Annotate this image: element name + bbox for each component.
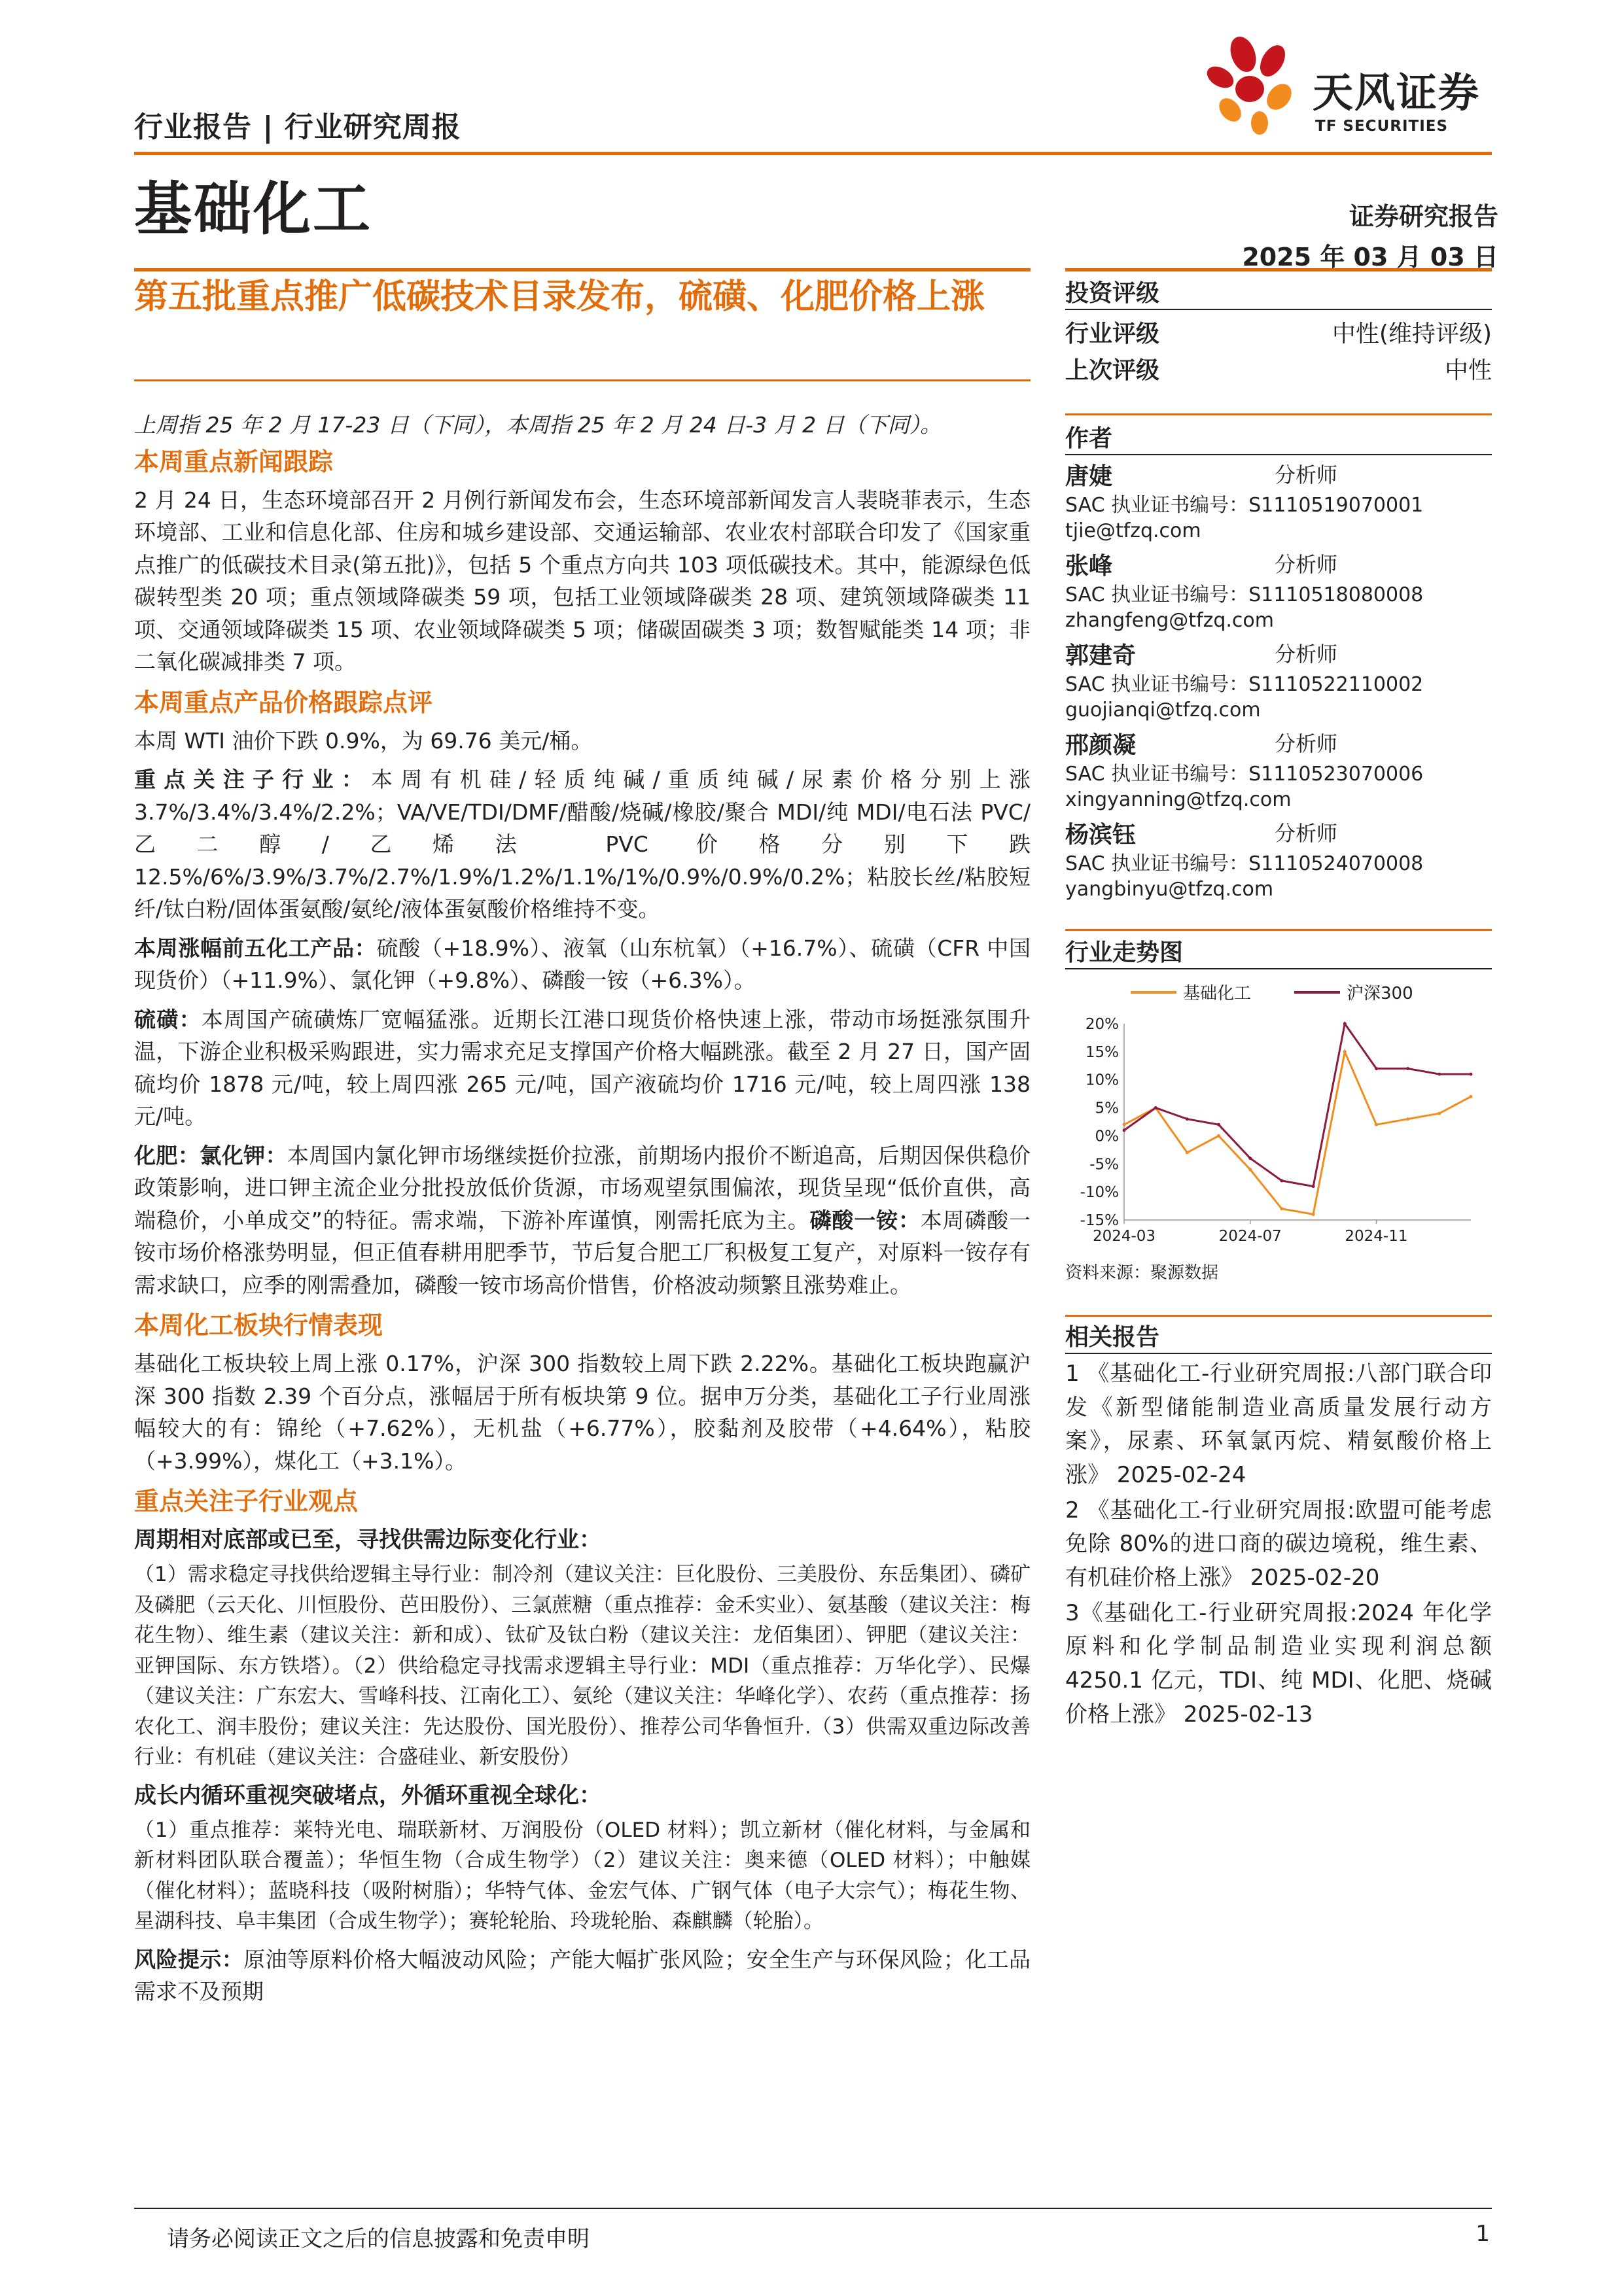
subsector-paragraph	[134, 763, 1031, 926]
previous-rating-label: 上次评级	[1065, 357, 1160, 384]
author-name: 唐婕	[1065, 463, 1113, 490]
view-subheading: 成长内循环重视突破堵点，外循环重视全球化：	[134, 1782, 601, 1809]
data-point	[1280, 1207, 1283, 1210]
trend-rule	[1065, 968, 1492, 969]
author-email[interactable]: guojianqi@tfzq.com	[1065, 699, 1261, 722]
author-entry	[1065, 640, 1492, 730]
related-rule	[1065, 1353, 1492, 1354]
data-point	[1406, 1117, 1409, 1121]
related-report-list	[1065, 1357, 1492, 1733]
data-point	[1248, 1168, 1252, 1171]
market-paragraph: 基础化工板块较上周上涨 0.17%，沪深 300 指数较上周下跌 2.22%。基础化工板块跑赢沪深 300 指数 2.39 个百分点，涨幅居于所有板块第 9 位。据申万分类，基础化工子行业周涨幅较大的有：锦纶（+7.62%），无机盐（+6.77%），胶黏剂及胶带（+4.64%），粘胶（+3.99%），煤化工（+3.1%）。	[134, 1351, 1031, 1474]
section-title-prices: 本周重点产品价格跟踪点评	[134, 687, 433, 717]
author-role: 分析师	[1275, 731, 1338, 756]
author-entry	[1065, 730, 1492, 820]
industry-trend-chart	[1065, 971, 1492, 1253]
legend-label: 基础化工	[1183, 984, 1252, 1003]
view-paragraph: （1）需求稳定寻找供给逻辑主导行业：制冷剂（建议关注：巨化股份、三美股份、东岳集团）、磷矿及磷肥（云天化、川恒股份、芭田股份）、三氯蔗糖（重点推荐：金禾实业）、氨基酸（建议关注：梅花生物）、维生素（建议关注：新和成）、钛矿及钛白粉（建议关注：龙佰集团）、钾肥（建议关注：亚钾国际、东方铁塔）。（2）供给稳定寻找需求逻辑主导行业：MDI（重点推荐：万华化学）、民爆（建议关注：广东宏大、雪峰科技、江南化工）、氨纶（建议关注：华峰化学）、农药（重点推荐：扬农化工、润丰股份；建议关注：先达股份、国光股份）、推荐公司华鲁恒升.（3）供需双重边际改善行业：有机硅（建议关注：合盛硅业、新安股份）	[134, 1563, 1031, 1769]
y-tick-label: 10%	[1085, 1071, 1119, 1089]
paragraph-lead: 重点关注子行业：	[134, 767, 371, 793]
series-line	[1124, 1052, 1471, 1215]
industry-rating-value: 中性(维持评级)	[1332, 321, 1492, 347]
headline-bottom-rule	[134, 379, 1031, 381]
trend-heading: 行业走势图	[1065, 939, 1184, 966]
data-point	[1375, 1067, 1378, 1070]
doc-type: 证券研究报告	[1349, 202, 1498, 231]
sidebar-top-rule	[1065, 268, 1492, 271]
data-point	[1438, 1073, 1441, 1076]
data-point	[1343, 1050, 1347, 1053]
related-report-item[interactable]: 2 《基础化工-行业研究周报:欧盟可能考虑免除 80%的进口商的碳边境税，维生素、有机硅价格上涨》 2025-02-20	[1065, 1497, 1492, 1592]
related-top-rule	[1065, 1315, 1492, 1317]
section-title-views: 重点关注子行业观点	[134, 1487, 359, 1516]
section-title-market: 本周化工板块行情表现	[134, 1311, 383, 1340]
trend-top-rule	[1065, 929, 1492, 931]
risk-paragraph	[134, 1943, 1031, 2008]
view-subheading: 周期相对底部或已至，寻找供需边际变化行业：	[134, 1527, 601, 1554]
footer-rule	[134, 2208, 1492, 2209]
rating-rule	[1065, 309, 1492, 310]
legend-label: 沪深300	[1347, 984, 1413, 1003]
main-content	[134, 409, 1031, 2015]
view-paragraph: （1）重点推荐：莱特光电、瑞联新材、万润股份（OLED 材料）；凯立新材（催化材料，与金属和新材料团队联合覆盖）；华恒生物（合成生物学）（2）建议关注：奥来德（OLED 材料）；中触媒（催化材料）；蓝晓科技（吸附树脂）；华特气体、金宏气体、广钢气体（电子大宗气）；梅花生物、星湖科技、阜丰集团（合成生物学）；赛轮轮胎、玲珑轮胎、森麒麟（轮胎）。	[134, 1818, 1031, 1934]
top5-paragraph	[134, 932, 1031, 997]
data-point	[1470, 1095, 1473, 1098]
y-tick-label: -15%	[1080, 1212, 1119, 1229]
chart-source: 资料来源：聚源数据	[1065, 1263, 1219, 1283]
author-list	[1065, 461, 1492, 909]
data-point	[1123, 1128, 1126, 1132]
paragraph-lead: 化肥：氯化钾：	[134, 1142, 287, 1168]
logo-text-en: TF SECURITIES	[1315, 118, 1449, 135]
paragraph-lead: 风险提示：	[134, 1946, 244, 1972]
x-tick-label: 2024-03	[1092, 1228, 1156, 1245]
related-report-item[interactable]: 1 《基础化工-行业研究周报:八部门联合印发《新型储能制造业高质量发展行动方案》，尿素、环氧氯丙烷、精氨酸价格上涨》 2025-02-24	[1065, 1361, 1492, 1489]
data-point	[1438, 1112, 1441, 1115]
paragraph-text: 本周国产硫磺炼厂宽幅猛涨。近期长江港口现货价格快速上涨，带动市场挺涨氛围升温，下游企业积极采购跟进，实力需求充足支撑国产价格大幅跳涨。截至 2 月 27 日，国产固硫均价 1878 元/吨，较上周四涨 265 元/吨，国产液硫均价 1716 元/吨，较上周四涨 138 元/吨。	[134, 1006, 1031, 1130]
breadcrumb: 行业报告 | 行业研究周报	[134, 111, 461, 144]
headline-rule	[134, 268, 1031, 271]
author-role: 分析师	[1275, 821, 1338, 846]
logo-mark-icon	[1197, 31, 1309, 143]
data-point	[1343, 1022, 1347, 1026]
paragraph-text: 本周磷酸一铵市场价格涨势明显，但正值春耕用肥季节，节后复合肥工厂积极复工复产，对原料一铵存有需求缺口，应季的刚需叠加，磷酸一铵市场高价惜售，价格波动频繁且涨势难止。	[134, 1207, 1031, 1298]
rating-heading: 投资评级	[1065, 280, 1160, 307]
author-email[interactable]: yangbinyu@tfzq.com	[1065, 878, 1274, 901]
y-tick-label: 5%	[1095, 1100, 1119, 1117]
paragraph-lead: 硫磺：	[134, 1006, 202, 1032]
previous-rating-value: 中性	[1444, 357, 1492, 384]
author-cert: SAC 执业证书编号：S1110518080008	[1065, 583, 1424, 606]
authors-heading: 作者	[1065, 425, 1113, 452]
page-title: 基础化工	[134, 175, 373, 243]
paragraph-lead: 本周涨幅前五化工产品：	[134, 935, 377, 961]
x-tick-label: 2024-07	[1218, 1228, 1282, 1245]
series-line	[1124, 1024, 1471, 1187]
paragraph-lead: 磷酸一铵：	[809, 1207, 921, 1233]
authors-rule	[1065, 454, 1492, 455]
author-role: 分析师	[1275, 462, 1338, 487]
related-report-item[interactable]: 3《基础化工-行业研究周报:2024 年化学原料和化学制品制造业实现利润总额 4250.1 亿元，TDI、纯 MDI、化肥、烧碱价格上涨》 2025-02-13	[1065, 1599, 1492, 1728]
author-entry	[1065, 551, 1492, 640]
author-name: 郭建奇	[1065, 642, 1137, 669]
author-entry	[1065, 461, 1492, 551]
data-point	[1217, 1123, 1220, 1126]
y-tick-label: 15%	[1085, 1043, 1119, 1061]
x-tick-label: 2024-11	[1345, 1228, 1408, 1245]
author-cert: SAC 执业证书编号：S1110519070001	[1065, 493, 1424, 517]
y-tick-label: 0%	[1095, 1128, 1119, 1145]
report-date: 2025 年 03 月 03 日	[1242, 243, 1498, 271]
header-rule	[134, 152, 1492, 155]
data-point	[1123, 1123, 1126, 1126]
y-tick-label: -5%	[1089, 1156, 1119, 1174]
data-point	[1375, 1123, 1378, 1126]
news-paragraph: 2 月 24 日，生态环境部召开 2 月例行新闻发布会，生态环境部新闻发言人裴晓菲表示，生态环境部、工业和信息化部、住房和城乡建设部、交通运输部、农业农村部联合印发了《国家重点推广的低碳技术目录(第五批)》，包括 5 个重点方向共 103 项低碳技术。其中，能源绿色低碳转型类 20 项；重点领域降碳类 59 项，包括工业领域降碳类 28 项、建筑领域降碳类 11 项、交通领域降碳类 15 项、农业领域降碳类 5 项；储碳固碳类 3 项；数智赋能类 14 项；非二氧化碳减排类 7 项。	[134, 487, 1031, 675]
author-email[interactable]: tjie@tfzq.com	[1065, 519, 1201, 543]
paragraph-text: 原油等原料价格大幅波动风险；产能大幅扩张风险；安全生产与环保风险；化工品需求不及预期	[134, 1946, 1031, 2005]
previous-rating	[1065, 352, 1492, 385]
oil-paragraph: 本周 WTI 油价下跌 0.9%，为 69.76 美元/桶。	[134, 727, 593, 754]
data-point	[1248, 1157, 1252, 1160]
author-email[interactable]: zhangfeng@tfzq.com	[1065, 609, 1274, 633]
author-email[interactable]: xingyanning@tfzq.com	[1065, 788, 1292, 812]
author-name: 杨滨钰	[1065, 822, 1137, 848]
data-point	[1312, 1213, 1315, 1216]
industry-rating	[1065, 315, 1492, 349]
logo-text-cn: 天风证券	[1313, 69, 1481, 116]
data-point	[1186, 1151, 1189, 1155]
data-point	[1186, 1117, 1189, 1121]
author-role: 分析师	[1275, 552, 1338, 577]
data-point	[1154, 1106, 1157, 1109]
paragraph-text: 本周国内氯化钾市场继续挺价拉涨，前期场内报价不断追高，后期因保供稳价政策影响，进口钾主流企业分批投放低价货源，市场观望氛围偏浓，现货呈现“低价直供，高端稳价，小单成交”的特征。需求端，下游补库谨慎，刚需托底为主。	[134, 1142, 1031, 1233]
industry-rating-label: 行业评级	[1065, 321, 1160, 347]
sulfur-paragraph	[134, 1003, 1031, 1133]
data-point	[1280, 1179, 1283, 1183]
data-point	[1312, 1185, 1315, 1188]
authors-top-rule	[1065, 413, 1492, 415]
author-entry	[1065, 820, 1492, 909]
author-role: 分析师	[1275, 642, 1338, 667]
related-heading: 相关报告	[1065, 1324, 1160, 1351]
data-point	[1470, 1073, 1473, 1076]
author-name: 邢颜凝	[1065, 732, 1137, 759]
data-point	[1217, 1134, 1220, 1138]
paragraph-text: 硫酸（+18.9%）、液氧（山东杭氧）（+16.7%）、硫磺（CFR 中国现货价）（+11.9%）、氯化钾（+9.8%）、磷酸一铵（+6.3%）。	[134, 935, 1031, 994]
page-number: 1	[1475, 2221, 1490, 2247]
author-cert: SAC 执业证书编号：S1110523070006	[1065, 762, 1424, 786]
period-note: 上周指 25 年 2 月 17-23 日（下同），本周指 25 年 2 月 24 日-3 月 2 日（下同）。	[134, 412, 942, 438]
paragraph-text: 本周有机硅/轻质纯碱/重质纯碱/尿素价格分别上涨 3.7%/3.4%/3.4%/2.2%；VA/VE/TDI/DMF/醋酸/烧碱/橡胶/聚合 MDI/纯 MDI/电石法 PVC/乙二醇/乙烯法 PVC 价格分别下跌 12.5%/6%/3.9%/3.7%/2.7%/1.9%/1.2%/1.1%/1%/0.9%/0.9%/0.2%；粘胶长丝/粘胶短纤/钛白粉/固体蛋氨酸/氨纶/液体蛋氨酸价格维持不变。	[134, 767, 1031, 922]
author-cert: SAC 执业证书编号：S1110524070008	[1065, 852, 1424, 875]
data-point	[1406, 1067, 1409, 1070]
report-headline: 第五批重点推广低碳技术目录发布，硫磺、化肥价格上涨	[134, 277, 985, 317]
disclaimer-footer: 请务必阅读正文之后的信息披露和免责申明	[167, 2226, 590, 2252]
y-tick-label: -10%	[1080, 1184, 1119, 1202]
section-title-news: 本周重点新闻跟踪	[134, 447, 334, 476]
author-cert: SAC 执业证书编号：S1110522110002	[1065, 672, 1424, 696]
author-name: 张峰	[1065, 553, 1113, 580]
fertilizer-paragraph	[134, 1139, 1031, 1302]
y-tick-label: 20%	[1085, 1016, 1119, 1033]
